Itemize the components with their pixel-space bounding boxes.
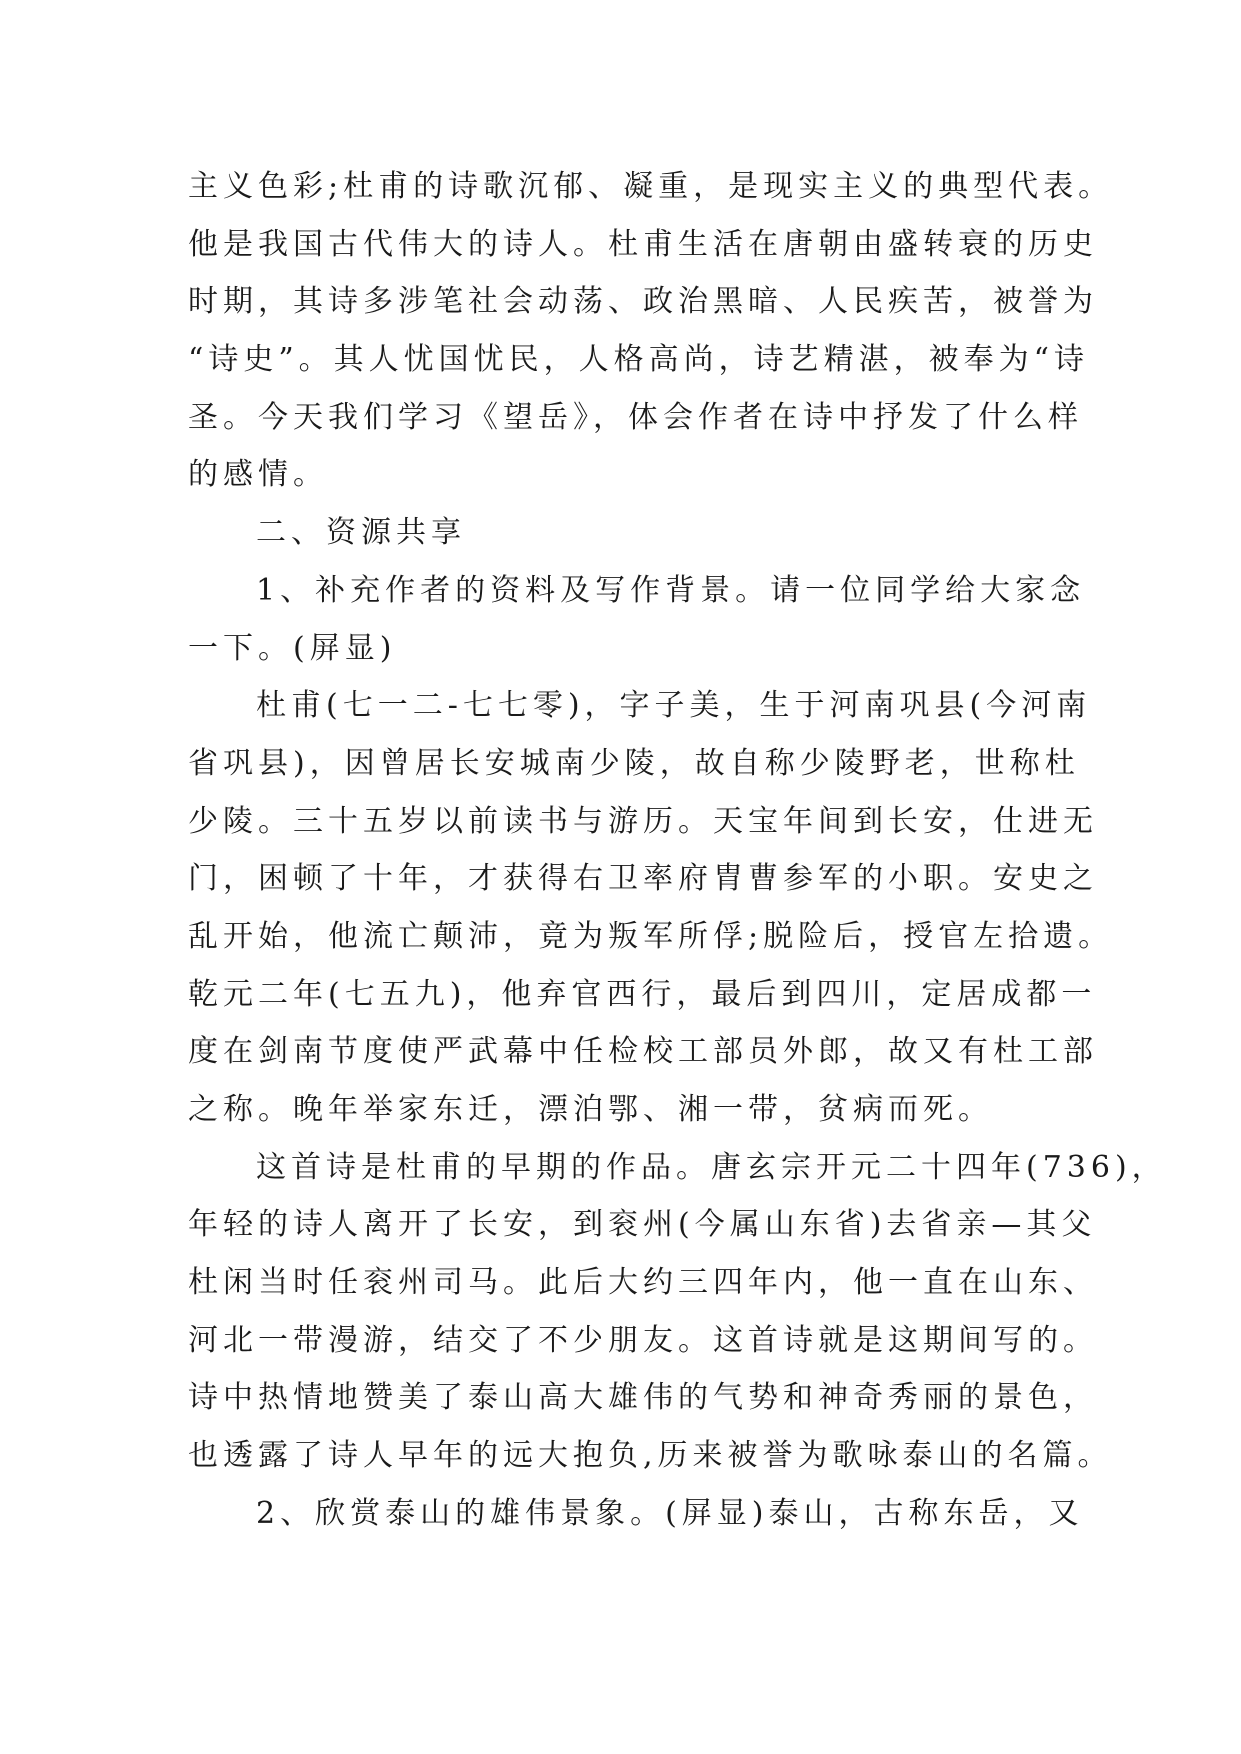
text-line: 2、欣赏泰山的雄伟景象。(屏显)泰山，古称东岳，又 <box>256 1495 1084 1531</box>
text-line: 省巩县)，因曾居长安城南少陵，故自称少陵野老，世称杜 <box>188 745 1080 781</box>
text-line: 诗中热情地赞美了泰山高大雄伟的气势和神奇秀丽的景色， <box>188 1380 1098 1416</box>
text-line: 少陵。三十五岁以前读书与游历。天宝年间到长安，仕进无 <box>188 803 1098 839</box>
text-line: 他是我国古代伟大的诗人。杜甫生活在唐朝由盛转衰的历史 <box>188 226 1098 262</box>
text-line: 时期，其诗多涉笔社会动荡、政治黑暗、人民疾苦，被誉为 <box>188 284 1098 320</box>
text-line: 乱开始，他流亡颠沛，竟为叛军所俘;脱险后，授官左拾遗。 <box>188 918 1114 954</box>
text-line: “诗史”。其人忧国忧民，人格高尚，诗艺精湛，被奉为“诗 <box>188 342 1090 378</box>
text-line: 年轻的诗人离开了长安，到衮州(今属山东省)去省亲—其父 <box>188 1207 1097 1243</box>
text-line: 河北一带漫游，结交了不少朋友。这首诗就是这期间写的。 <box>188 1322 1098 1358</box>
text-line: 主义色彩;杜甫的诗歌沉郁、凝重，是现实主义的典型代表。 <box>188 169 1114 204</box>
text-line: 一下。(屏显) <box>188 630 397 666</box>
text-line: 乾元二年(七五九)，他弃官西行，最后到四川，定居成都一 <box>188 976 1097 1012</box>
text-line: 门，困顿了十年，才获得右卫率府胄曹参军的小职。安史之 <box>188 861 1098 897</box>
text-line: 杜甫(七一二-七七零)，字子美，生于河南巩县(今河南 <box>256 688 1092 724</box>
text-line: 的感情。 <box>188 457 328 493</box>
section-heading: 二、资源共享 <box>256 515 466 551</box>
text-line: 圣。今天我们学习《望岳》，体会作者在诗中抒发了什么样 <box>188 399 1083 435</box>
text-line: 杜闲当时任衮州司马。此后大约三四年内，他一直在山东、 <box>188 1265 1098 1301</box>
text-line: 1、补充作者的资料及写作背景。请一位同学给大家念 <box>256 572 1086 608</box>
document-body <box>188 158 1167 1543</box>
text-line: 之称。晚年举家东迁，漂泊鄂、湘一带，贫病而死。 <box>188 1092 993 1127</box>
text-line: 也透露了诗人早年的远大抱负,历来被誉为歌咏泰山的名篇。 <box>188 1438 1113 1474</box>
text-line: 度在剑南节度使严武幕中任检校工部员外郎，故又有杜工部 <box>188 1034 1098 1070</box>
text-line: 这首诗是杜甫的早期的作品。唐玄宗开元二十四年(736)， <box>256 1149 1167 1185</box>
